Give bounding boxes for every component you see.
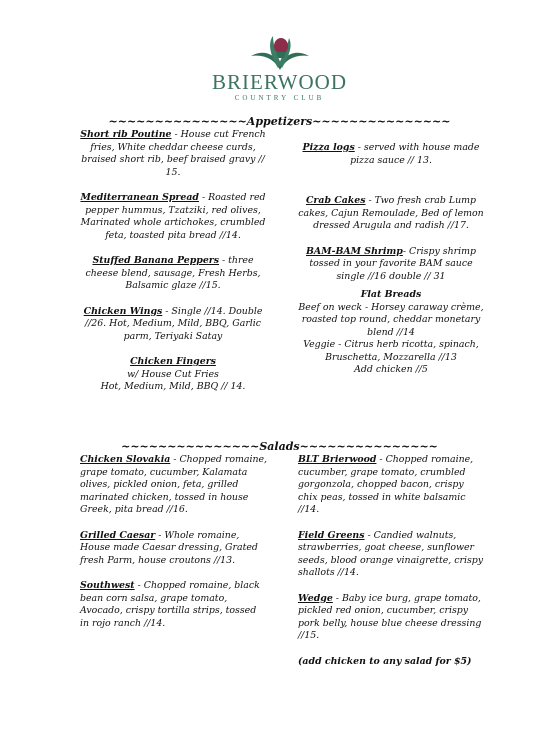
item-description: - Two fresh crab Lump cakes, Cajun Remoulade, Bed of lemon dressed Arugula and radish //17. <box>298 195 484 231</box>
item-description: Hot, Medium, Mild, BBQ // 14. <box>100 381 246 392</box>
item-name: Chicken Fingers <box>130 356 216 367</box>
item-description: - served with house made pizza sauce // 13. <box>350 142 480 166</box>
salad-add-chicken-note: (add chicken to any salad for $5) <box>298 655 472 667</box>
item-name: Grilled Caesar <box>80 529 156 541</box>
item-description: - House cut French fries, White cheddar cheese curds, braised short rib, beef braised gravy // 15. <box>81 129 266 178</box>
menu-item <box>78 306 268 344</box>
menu-item <box>296 142 486 167</box>
logo <box>0 34 559 102</box>
item-description: - Chopped romaine, black bean corn salsa, grape tomato, Avocado, crispy tortilla strips, tossed in rojo ranch //14. <box>80 580 260 629</box>
menu-item <box>78 255 268 293</box>
flatbread-add-chicken: Add chicken //5 <box>354 364 428 375</box>
menu-item <box>296 246 486 284</box>
item-description: - Candied walnuts, strawberries, goat cheese, sunflower seeds, blood orange vinaigrette, crispy shallots //14. <box>298 529 484 578</box>
menu-item <box>298 454 486 517</box>
item-description: - three cheese blend, sausage, Fresh Herbs, Balsamic glaze //15. <box>85 255 261 291</box>
item-name: Chicken Wings <box>83 305 163 317</box>
item-description: - Chopped romaine, grape tomato, cucumber, Kalamata olives, pickled onion, feta, grilled marinated chicken, tossed in house Greek, pita bread //16. <box>80 454 268 515</box>
menu-item <box>296 195 486 233</box>
item-name: Wedge <box>298 592 333 604</box>
menu-item <box>80 530 268 568</box>
menu-item <box>78 356 268 394</box>
item-description: - Baby ice burg, grape tomato, pickled red onion, cucumber, crispy pork belly, house blue cheese dressing //15. <box>298 592 482 641</box>
item-name: BAM-BAM Shrimp <box>306 245 403 257</box>
item-description: w/ House Cut Fries <box>127 368 219 380</box>
item-name: Southwest <box>80 580 135 591</box>
item-description: - Crispy shrimp tossed in your favorite BAM sauce single //16 double // 31 <box>309 245 476 282</box>
brand-subtitle: COUNTRY CLUB <box>234 94 325 102</box>
flat-breads-title: Flat Breads <box>360 289 422 300</box>
menu-item <box>80 580 268 630</box>
thistle-logo-icon <box>245 34 315 72</box>
item-name: Stuffed Banana Peppers <box>92 255 220 266</box>
item-description: - Whole romaine, House made Caesar dressing, Grated fresh Parm, house croutons //13. <box>80 529 258 566</box>
item-name: Crab Cakes <box>305 195 366 206</box>
flat-breads-section <box>296 289 486 377</box>
item-name: BLT Brierwood <box>298 454 377 465</box>
appetizers-left-column <box>78 129 268 407</box>
item-name: Field Greens <box>298 529 365 541</box>
item-name: Short rib Poutine <box>80 129 172 140</box>
flatbread-veggie: Veggie - Citrus herb ricotta, spinach, Bruschetta, Mozzarella //13 <box>303 339 479 363</box>
appetizers-heading: ~~~~~~~~~~~~~~~Appetizers~~~~~~~~~~~~~~~ <box>108 115 451 128</box>
item-name: Pizza logs <box>302 142 355 153</box>
salads-left-column <box>80 454 268 643</box>
menu-item <box>78 129 268 179</box>
salads-right-column <box>298 454 486 681</box>
item-name: Chicken Slovakia <box>80 454 171 465</box>
salads-heading: ~~~~~~~~~~~~~~~Salads~~~~~~~~~~~~~~~ <box>121 440 438 453</box>
item-description: - Roasted red pepper hummus, Tzatziki, red olives, Marinated whole artichokes, crumbled feta, toasted pita bread //14. <box>80 192 266 241</box>
menu-item <box>298 530 486 580</box>
flatbread-beef: Beef on weck - Horsey caraway crème, roasted top round, cheddar monetary blend //14 <box>298 301 484 338</box>
menu-item <box>78 192 268 242</box>
menu-item <box>298 593 486 643</box>
menu-item <box>80 454 268 517</box>
item-name: Mediterranean Spread <box>80 192 199 203</box>
item-description: - Chopped romaine, cucumber, grape tomato, crumbled gorgonzola, chopped bacon, crispy chix peas, tossed in white balsamic //14. <box>298 454 474 515</box>
item-description: - Single //14. Double //26. Hot, Medium, Mild, BBQ, Garlic parm, Teriyaki Satay <box>84 305 263 342</box>
appetizers-right-column <box>296 142 486 390</box>
brand-name: BRIERWOOD <box>212 70 347 94</box>
